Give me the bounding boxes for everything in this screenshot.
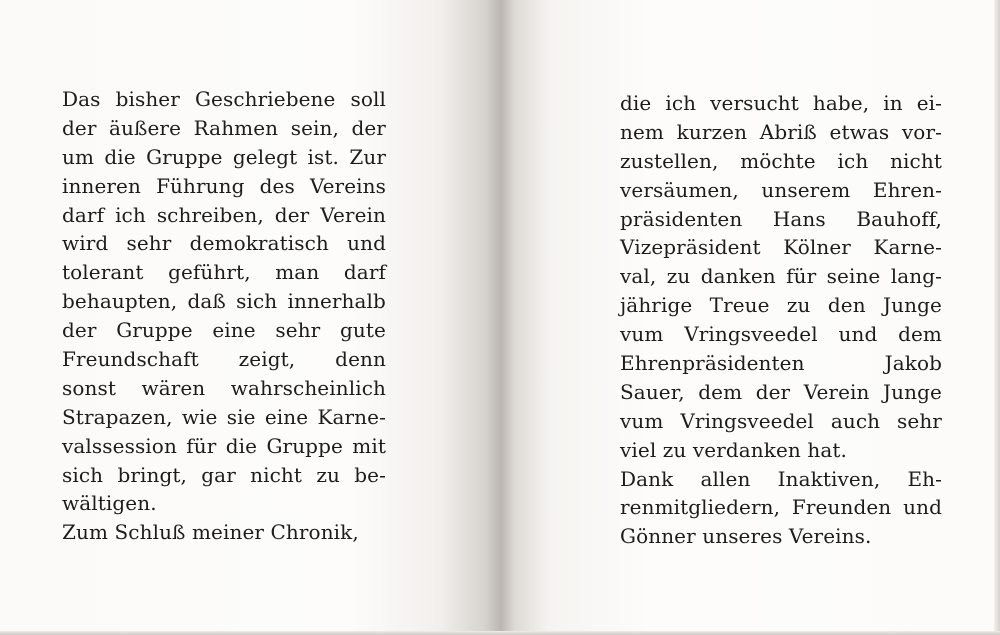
page-edge <box>994 0 1000 635</box>
text-line: um die Gruppe gelegt ist. Zur <box>62 144 386 169</box>
text-line: renmitgliedern, Freunden und <box>620 495 942 520</box>
page-bottom-edge <box>0 631 1000 635</box>
text-line: zustellen, möchte ich nicht <box>620 148 942 173</box>
text-line: sonst wären wahrscheinlich <box>62 375 386 400</box>
text-line: der Gruppe eine sehr gute <box>62 318 386 343</box>
text-line: Ehrenpräsidenten Jakob <box>620 351 942 376</box>
right-page-text <box>620 89 942 551</box>
text-line: vum Vringsveedel und dem <box>620 322 942 347</box>
text-line: wältigen. <box>62 491 157 516</box>
text-line: Strapazen, wie sie eine Karne- <box>62 404 386 429</box>
text-line: präsidenten Hans Bauhoff, <box>620 206 942 231</box>
text-line: inneren Führung des Vereins <box>62 173 386 198</box>
text-line: val, zu danken für seine lang- <box>620 264 942 289</box>
text-line: versäumen, unserem Ehren- <box>620 177 942 202</box>
text-line: jährige Treue zu den Junge <box>620 293 942 318</box>
text-line: viel zu verdanken hat. <box>620 437 847 462</box>
text-line: tolerant geführt, man darf <box>62 260 386 285</box>
left-page-text <box>62 85 386 547</box>
text-line: vum Vringsveedel auch sehr <box>620 408 942 433</box>
text-line: Zum Schluß meiner Chronik, <box>62 520 359 545</box>
text-line: nem kurzen Abriß etwas vor- <box>620 119 942 144</box>
text-line: Freundschaft zeigt, denn <box>62 347 386 372</box>
text-line: sich bringt, gar nicht zu be- <box>62 462 386 487</box>
text-line: Vizepräsident Kölner Karne- <box>620 235 942 260</box>
text-line: Sauer, dem der Verein Junge <box>620 379 942 404</box>
text-line: behaupten, daß sich innerhalb <box>62 289 386 314</box>
text-line: der äußere Rahmen sein, der <box>62 115 386 140</box>
text-line: Dank allen Inaktiven, Eh- <box>620 466 942 491</box>
text-line: valssession für die Gruppe mit <box>62 433 386 458</box>
text-line: die ich versucht habe, in ei- <box>620 91 942 115</box>
text-line: Gönner unseres Vereins. <box>620 524 872 549</box>
text-line: wird sehr demokratisch und <box>62 231 386 256</box>
text-line: darf ich schreiben, der Verein <box>62 202 386 227</box>
text-line: Das bisher Geschriebene soll <box>62 87 386 111</box>
